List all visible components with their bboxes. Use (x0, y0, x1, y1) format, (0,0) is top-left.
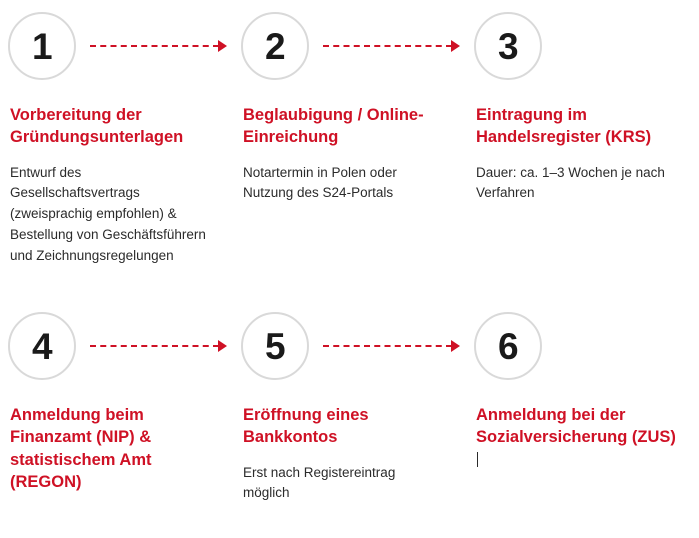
arrow-step-2-to-3 (323, 37, 460, 55)
step-4-header (0, 306, 233, 386)
step-3-number: 3 (497, 25, 519, 67)
step-5-number: 5 (264, 325, 286, 367)
step-2-number: 2 (264, 25, 286, 67)
step-row-top (0, 6, 699, 306)
step-2-title: Beglaubigung / Online-Einreichung (243, 106, 424, 147)
arrow-head-icon (218, 40, 227, 52)
step-1-title: Vorbereitung der Gründungsunterlagen (10, 106, 184, 147)
arrow-step-4-to-5 (90, 337, 227, 355)
arrow-step-5-to-6 (323, 337, 460, 355)
step-row-bottom (0, 306, 699, 538)
step-5-number-circle (241, 312, 309, 380)
step-2-description: Notartermin in Polen oder Nutzung des S24-Portals (243, 164, 397, 201)
step-1-number: 1 (31, 25, 53, 67)
arrow-shaft-icon (323, 45, 452, 47)
step-5-header (233, 306, 466, 386)
arrow-head-icon (451, 340, 460, 352)
step-6-number: 6 (497, 325, 519, 367)
step-3-header (466, 6, 699, 86)
step-5-description: Erst nach Registereintrag möglich (243, 464, 396, 501)
step-3-title: Eintragung im Handelsregister (KRS) (476, 106, 652, 147)
step-6-body (466, 386, 699, 471)
step-2-header (233, 6, 466, 86)
step-4-title: Anmeldung beim Finanzamt (NIP) & statistischem Amt (REGON) (10, 406, 152, 491)
step-card-1[interactable] (0, 6, 233, 306)
step-4-body (0, 386, 233, 493)
step-card-6[interactable] (466, 306, 699, 538)
step-6-header (466, 306, 699, 386)
step-card-5[interactable] (233, 306, 466, 538)
text-caret (477, 452, 478, 467)
step-5-body (233, 386, 466, 504)
step-3-description: Dauer: ca. 1–3 Wochen je nach Verfahren (476, 164, 665, 201)
step-6-title (476, 404, 677, 471)
arrow-shaft-icon (90, 345, 219, 347)
step-6-number-circle (474, 312, 542, 380)
step-2-number-circle (241, 12, 309, 80)
step-card-3[interactable] (466, 6, 699, 306)
step-2-body (233, 86, 466, 204)
step-3-number-circle (474, 12, 542, 80)
arrow-shaft-icon (90, 45, 219, 47)
arrow-step-1-to-2 (90, 37, 227, 55)
step-card-2[interactable] (233, 6, 466, 306)
step-1-number-circle (8, 12, 76, 80)
step-5-title: Eröffnung eines Bankkontos (243, 406, 369, 447)
step-6-title-text: Anmeldung bei der Sozialversicherung (ZUS) (476, 406, 676, 447)
arrow-head-icon (451, 40, 460, 52)
step-4-number: 4 (31, 325, 53, 367)
step-3-body (466, 86, 699, 204)
step-1-header (0, 6, 233, 86)
step-1-body (0, 86, 233, 267)
arrow-shaft-icon (323, 345, 452, 347)
step-1-description: Entwurf des Gesellschaftsvertrags (zweisprachig empfohlen) & Bestellung von Geschäftsführern und Zeichnungsregelungen (10, 164, 206, 264)
step-card-4[interactable] (0, 306, 233, 538)
arrow-head-icon (218, 340, 227, 352)
step-4-number-circle (8, 312, 76, 380)
